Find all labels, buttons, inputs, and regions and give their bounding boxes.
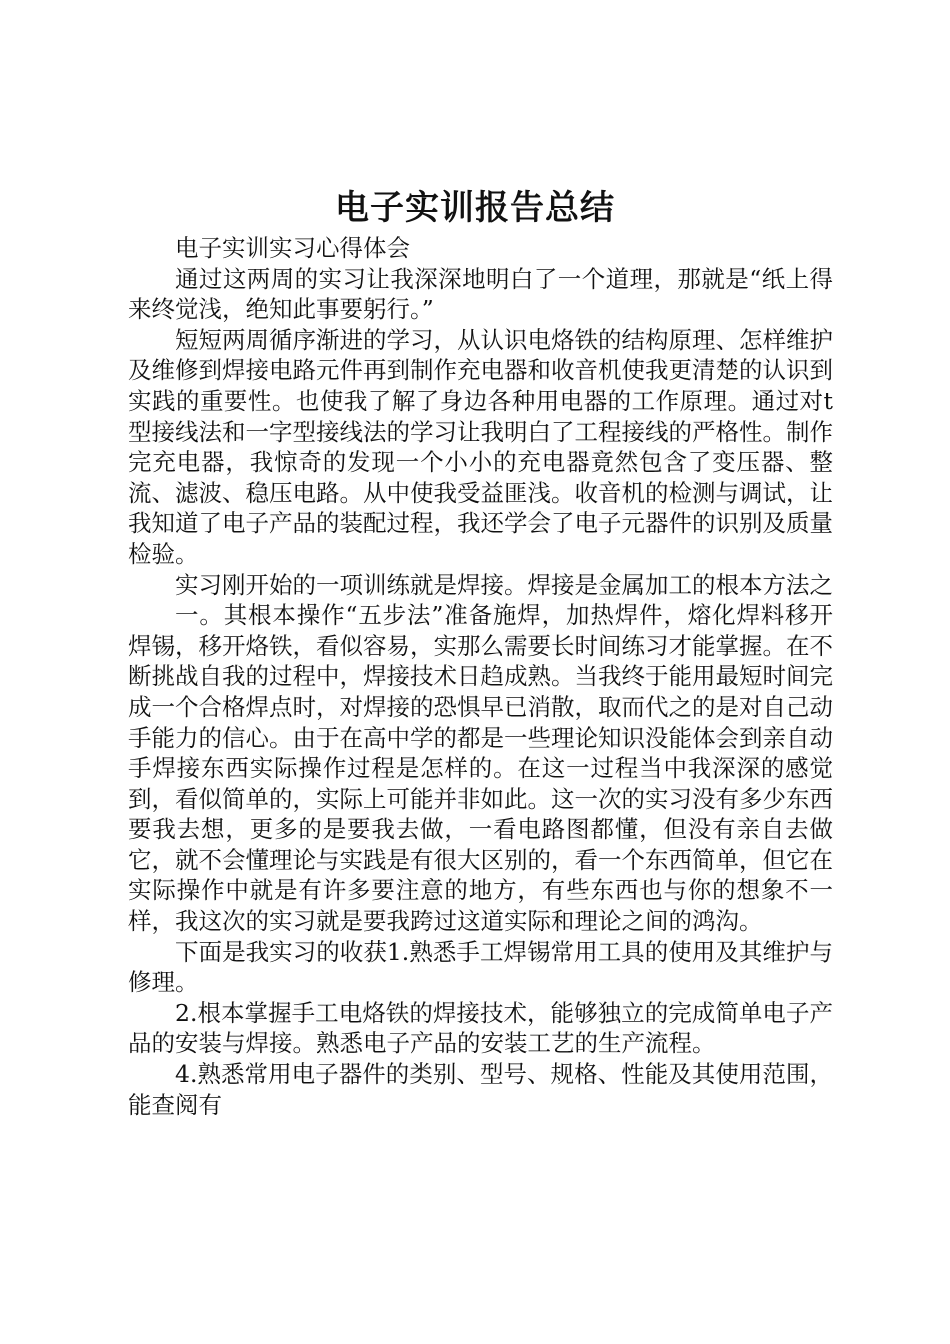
paragraph: 一。其根本操作“五步法”准备施焊，加热焊件，熔化焊料移开焊锡，移开烙铁，看似容易，实那么需要长时间练习才能掌握。在不断挑战自我的过程中，焊接技术日趋成熟。当我终于能用最短时间完成一个合格焊点时，对焊接的恐惧早已消散，取而代之的是对自己动手能力的信心。由于在高中学的都是一些理论知识没能体会到亲自动手焊接东西实际操作过程是怎样的。在这一过程当中我深深的感觉到，看似简单的，实际上可能并非如此。这一次的实习没有多少东西要我去想，更多的是要我去做，一看电路图都懂，但没有亲自去做它，就不会懂理论与实践是有很大区别的，看一个东西简单，但它在实际操作中就是有许多要注意的地方，有些东西也与你的想象不一样，我这次的实习就是要我跨过这道实际和理论之间的鸿沟。 — [128, 601, 833, 936]
paragraph: 短短两周循序渐进的学习，从认识电烙铁的结构原理、怎样维护及维修到焊接电路元件再到制作充电器和收音机使我更清楚的认识到实践的重要性。也使我了解了身边各种用电器的工作原理。通过对t型接线法和一字型接线法的学习让我明白了工程接线的严格性。制作完充电器，我惊奇的发现一个小小的充电器竟然包含了变压器、整流、滤波、稳压电路。从中使我受益匪浅。收音机的检测与调试，让我知道了电子产品的装配过程，我还学会了电子元器件的识别及质量检验。 — [128, 325, 833, 568]
document-body — [128, 233, 833, 1120]
paragraph: 通过这两周的实习让我深深地明白了一个道理，那就是“纸上得来终觉浅，绝知此事要躬行。” — [128, 264, 833, 324]
paragraph: 实习刚开始的一项训练就是焊接。焊接是金属加工的根本方法之 — [175, 570, 833, 599]
paragraph: 2.根本掌握手工电烙铁的焊接技术，能够独立的完成简单电子产品的安装与焊接。熟悉电子产品的安装工艺的生产流程。 — [128, 998, 833, 1058]
paragraph: 下面是我实习的收获1.熟悉手工焊锡常用工具的使用及其维护与修理。 — [128, 937, 833, 997]
paragraph: 4.熟悉常用电子器件的类别、型号、规格、性能及其使用范围，能查阅有 — [128, 1060, 833, 1119]
paragraph-heading: 电子实训实习心得体会 — [175, 234, 410, 262]
document-title: 电子实训报告总结 — [335, 188, 615, 228]
